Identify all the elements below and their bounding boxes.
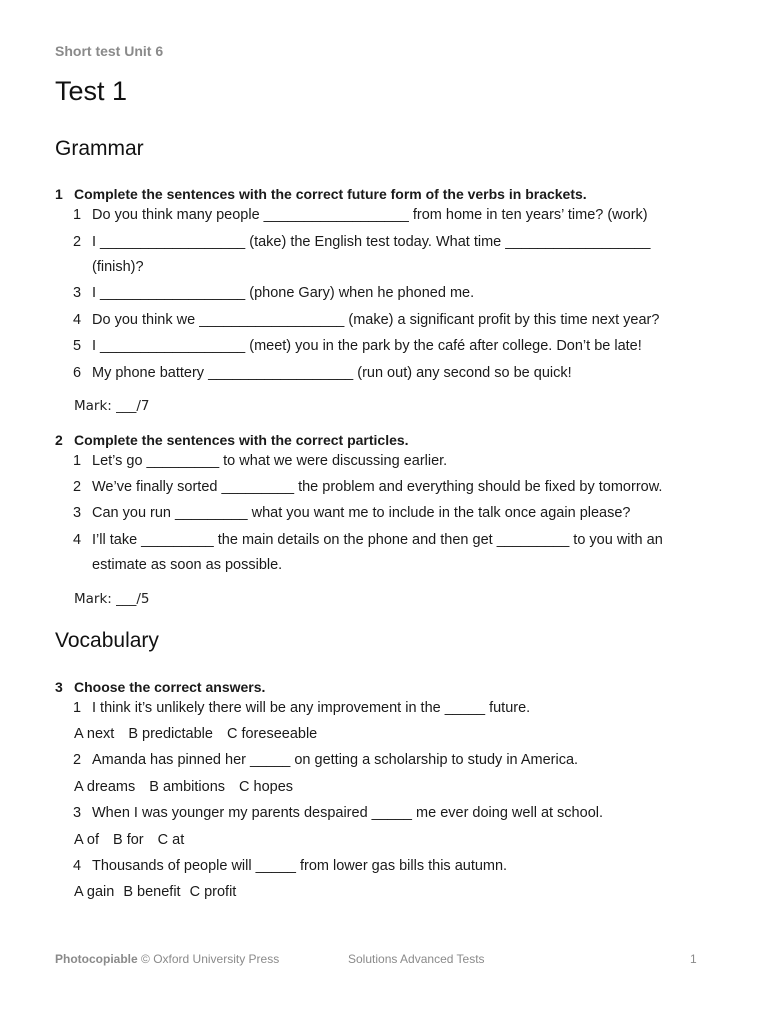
list-item [73, 858, 507, 874]
instruction-text: Choose the correct answers. [74, 679, 266, 695]
item-number: 3 [73, 285, 82, 301]
item-number: 2 [73, 234, 82, 250]
item-text: My phone battery __________________ (run out) any second so be quick! [92, 365, 572, 381]
page-header: Short test Unit 6 [55, 43, 164, 59]
item-number: 3 [73, 505, 82, 521]
instruction-text: Complete the sentences with the correct particles. [74, 432, 409, 448]
item-text: I __________________ (phone Gary) when he phoned me. [92, 285, 475, 301]
photocopiable-label: Photocopiable [55, 952, 138, 966]
list-item [73, 479, 662, 495]
item-continuation: (finish)? [92, 259, 144, 275]
option-b: B for [113, 832, 144, 848]
item-number: 1 [73, 207, 82, 223]
option-c: C at [157, 832, 185, 848]
option-a: A next [74, 726, 115, 742]
item-text: I’ll take _________ the main details on the phone and then get _________ to you with an [92, 532, 663, 548]
item-text: I __________________ (take) the English test today. What time __________________ [92, 234, 651, 250]
list-item [73, 338, 642, 354]
option-c: C foreseeable [226, 726, 318, 742]
instruction-text: Complete the sentences with the correct future form of the verbs in brackets. [74, 186, 587, 202]
section-heading-grammar: Grammar [55, 137, 144, 160]
option-c: C profit [189, 884, 237, 900]
list-item [73, 453, 447, 469]
list-item [73, 700, 530, 716]
item-number: 4 [73, 532, 82, 548]
footer-series: Solutions Advanced Tests [348, 952, 485, 966]
item-number: 6 [73, 365, 82, 381]
list-item [73, 285, 474, 301]
option-b: B predictable [128, 726, 213, 742]
item-number: 2 [73, 479, 82, 495]
answer-options [74, 779, 307, 795]
answer-options [74, 884, 250, 900]
option-a: A dreams [74, 779, 136, 795]
item-text: Can you run _________ what you want me to include in the talk once again please? [92, 505, 631, 521]
answer-options [74, 726, 331, 742]
mark-q1: Mark: ___/7 [74, 398, 150, 414]
list-item [73, 752, 578, 768]
option-b: B ambitions [149, 779, 226, 795]
item-text: I think it’s unlikely there will be any improvement in the _____ future. [92, 700, 531, 716]
item-text: I __________________ (meet) you in the park by the café after college. Don’t be late! [92, 338, 642, 354]
item-number: 4 [73, 312, 82, 328]
option-b: B benefit [123, 884, 181, 900]
list-item [73, 312, 659, 328]
item-number: 3 [73, 805, 82, 821]
list-item [73, 234, 650, 250]
publisher-label: © Oxford University Press [141, 952, 280, 966]
option-a: A of [74, 832, 99, 848]
list-item [73, 805, 603, 821]
item-text: Do you think we __________________ (make) a significant profit by this time next year? [92, 312, 660, 328]
question-number: 3 [55, 679, 63, 695]
list-item [73, 207, 648, 223]
item-number: 1 [73, 700, 82, 716]
list-item [73, 365, 572, 381]
option-c: C hopes [239, 779, 294, 795]
answer-options [74, 832, 198, 848]
section-heading-vocabulary: Vocabulary [55, 629, 159, 652]
item-number: 2 [73, 752, 82, 768]
item-text: We’ve finally sorted _________ the problem and everything should be fixed by tomorrow. [92, 479, 663, 495]
option-a: A gain [74, 884, 115, 900]
item-text: Let’s go _________ to what we were discussing earlier. [92, 453, 448, 469]
page-title: Test 1 [55, 76, 128, 106]
item-text: Thousands of people will _____ from lower gas bills this autumn. [92, 858, 508, 874]
list-item [73, 505, 630, 521]
question-1-instruction [55, 186, 587, 202]
item-number: 5 [73, 338, 82, 354]
question-number: 1 [55, 186, 63, 202]
question-2-instruction [55, 432, 409, 448]
list-item [73, 532, 663, 548]
item-text: Amanda has pinned her _____ on getting a scholarship to study in America. [92, 752, 579, 768]
item-number: 1 [73, 453, 82, 469]
footer-copyright [55, 952, 279, 966]
item-continuation: estimate as soon as possible. [92, 557, 283, 573]
mark-q2: Mark: ___/5 [74, 591, 150, 607]
item-text: When I was younger my parents despaired _____ me ever doing well at school. [92, 805, 604, 821]
question-3-instruction [55, 679, 265, 695]
item-number: 4 [73, 858, 82, 874]
item-text: Do you think many people __________________ from home in ten years’ time? (work) [92, 207, 648, 223]
page-number: 1 [690, 952, 697, 966]
question-number: 2 [55, 432, 63, 448]
